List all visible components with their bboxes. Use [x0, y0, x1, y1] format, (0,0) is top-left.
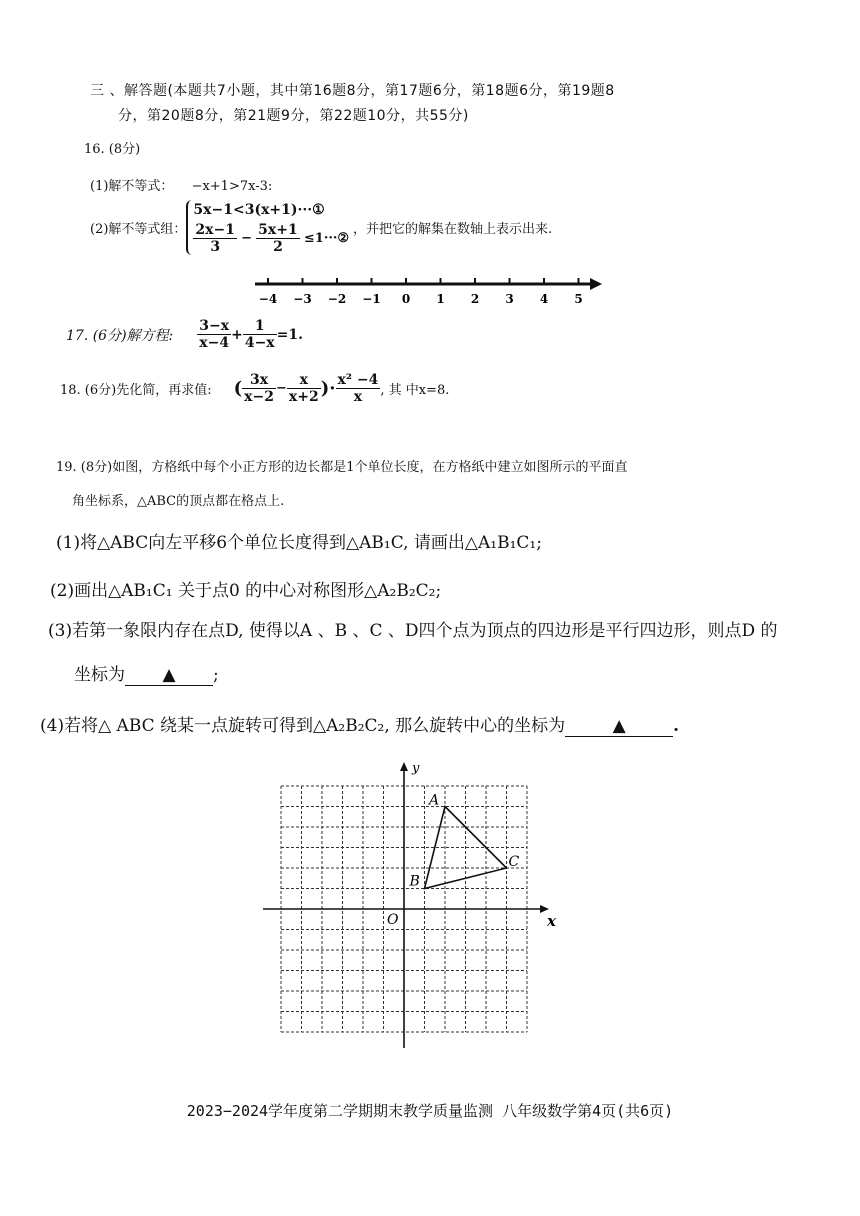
q17-tail: =1.: [276, 326, 304, 343]
section-header-line2: 分，第20题8分，第21题9分，第22题10分，共55分): [118, 108, 469, 124]
q18-frac3-den: x: [353, 389, 363, 405]
page-footer: 2023−2024学年度第二学期期末教学质量监测 八年级数学第4页(共6页): [186, 1102, 674, 1120]
q18-frac1-num: 3x: [242, 372, 276, 389]
q17-prefix: 17. (6分)解方程:: [66, 327, 174, 344]
ineq2-frac2-num: 5x+1: [258, 222, 298, 238]
q18-close-paren: )·: [320, 378, 336, 399]
number-line-label: 1: [436, 292, 445, 306]
q18-fraction-1: [242, 372, 276, 405]
number-line-label: 0: [401, 292, 411, 306]
ineq2-frac2-den: 2: [273, 239, 283, 255]
q19-part2: (2)画出△AB₁C₁ 关于点0 的中心对称图形△A₂B₂C₂;: [50, 581, 442, 601]
number-line: [250, 270, 610, 310]
q18-fraction-2: [287, 372, 321, 405]
number-line-arrow-icon: [590, 278, 602, 290]
q16-heading: 16. (8分): [84, 142, 141, 157]
number-line-label: −4: [258, 292, 278, 306]
q19-part3-prefix: 坐标为: [74, 665, 125, 685]
q19-part4-suffix: .: [673, 716, 680, 736]
q19-part4: [40, 711, 679, 737]
q18-minus: −: [275, 381, 287, 396]
q16-part2: [90, 200, 552, 255]
inequality-1: 5x−1<3(x+1)···①: [193, 202, 325, 218]
answer-blank-d: ▲: [125, 665, 213, 686]
ineq2-frac1-den: 3: [210, 239, 221, 255]
q17-frac1-num: 3−x: [199, 318, 230, 334]
x-axis-label: x: [547, 912, 556, 930]
q19-line1: 19. (8分)如图，方格纸中每个小正方形的边长都是1个单位长度，在方格纸中建立如图所示的平面直: [56, 460, 628, 475]
q16-part2-suffix: ，并把它的解集在数轴上表示出来.: [353, 222, 553, 237]
q18-prefix: 18. (6分)先化简，再求值:: [60, 383, 212, 398]
inequality-2: [193, 222, 349, 255]
q16-part1-expr: −x+1>7x-3:: [191, 179, 273, 194]
number-line-label: −2: [327, 292, 347, 306]
q18-frac2-den: x+2: [288, 389, 319, 405]
q18-frac1-den: x−2: [244, 389, 274, 405]
number-line-label: −3: [293, 292, 312, 306]
origin-label: O: [387, 912, 399, 928]
point-c-label: C: [508, 854, 520, 870]
section-header-line1: 三 、解答题(本题共7小题，其中第16题8分，第17题6分，第18题6分，第19题8: [90, 83, 615, 99]
number-line-label: 4: [539, 292, 549, 306]
ineq2-fraction-2: [256, 222, 300, 255]
number-line-label: −1: [362, 292, 381, 306]
q19-line2: 角坐标系，△ABC的顶点都在格点上.: [72, 494, 285, 509]
q18-tail: , 其 中x=8.: [380, 383, 450, 398]
number-line-label: 3: [505, 292, 514, 306]
number-line-label: 2: [470, 292, 480, 306]
q17-frac2-num: 1: [243, 318, 277, 335]
q18-open-paren: (: [233, 378, 243, 399]
q18-fraction-3: [336, 372, 381, 405]
point-b-label: B: [409, 873, 420, 890]
ineq2-fraction-1: [193, 222, 237, 255]
q19-part3: (3)若第一象限内存在点D, 使得以A 、B 、C 、D四个点为顶点的四边形是平行四边形，则点D 的: [48, 621, 778, 641]
ineq2-frac1-num: 2x−1: [195, 222, 235, 238]
ineq2-tail: ≤1···②: [303, 231, 350, 246]
q17-frac2-den: 4−x: [244, 335, 275, 351]
q17-plus: +: [231, 326, 243, 343]
q16-part1: [90, 175, 272, 194]
q19-part3-suffix: ;: [213, 665, 219, 685]
point-a-label: A: [429, 792, 440, 809]
q19-part4-prefix: (4)若将△ ABC 绕某一点旋转可得到△A₂B₂C₂, 那么旋转中心的坐标为: [40, 716, 566, 736]
q18-frac2-num: x: [287, 372, 321, 389]
q18-frac3-num: x² −4: [337, 372, 379, 388]
y-axis-label: y: [412, 761, 420, 776]
q16-part2-prefix: (2)解不等式组：: [90, 222, 187, 237]
q16-part1-prefix: (1)解不等式：: [90, 179, 174, 194]
inequality-system: [186, 200, 349, 255]
q17: [66, 318, 303, 351]
y-axis-arrow-icon: [400, 762, 408, 771]
q18: [60, 372, 449, 405]
ineq2-minus: −: [241, 231, 253, 246]
q17-fraction-1: [197, 318, 231, 351]
q19-part1: (1)将△ABC向左平移6个单位长度得到△AB₁C, 请画出△A₁B₁C₁;: [56, 533, 542, 553]
answer-blank-rotation-center: ▲: [565, 716, 673, 737]
number-line-label: 5: [574, 292, 583, 306]
q17-fraction-2: [243, 318, 277, 351]
q17-frac1-den: x−4: [199, 335, 230, 351]
coordinate-figure: [258, 752, 558, 1057]
q19-part3-line2: [74, 660, 219, 686]
